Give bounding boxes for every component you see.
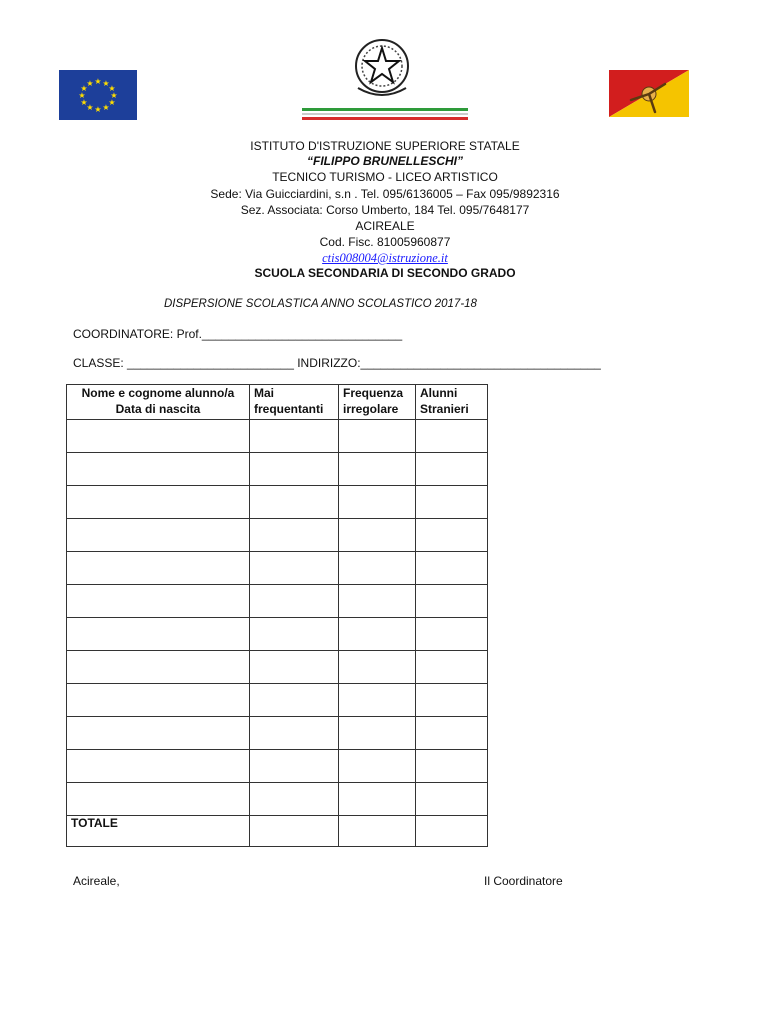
svg-text:★: ★ (102, 103, 110, 112)
coordinatore-field: COORDINATORE: Prof.______________________________ (73, 327, 403, 341)
table-cell[interactable] (250, 618, 339, 651)
table-cell[interactable] (416, 486, 488, 519)
svg-text:★: ★ (110, 91, 118, 100)
table-cell[interactable] (416, 783, 488, 816)
table-cell[interactable] (250, 651, 339, 684)
italian-republic-emblem-logo (348, 36, 416, 102)
header-foreign (416, 385, 488, 420)
svg-text:★: ★ (108, 84, 116, 93)
table-row (67, 486, 488, 519)
students-table (66, 384, 488, 847)
table-cell[interactable] (250, 486, 339, 519)
table-cell[interactable] (250, 783, 339, 816)
header-never-attending-label: Mai (254, 386, 275, 400)
table-row (67, 453, 488, 486)
table-cell[interactable] (67, 750, 250, 783)
table-row (67, 717, 488, 750)
table-cell[interactable] (339, 717, 416, 750)
main-address: Sede: Via Guicciardini, s.n . Tel. 095/6136005 – Fax 095/9892316 (210, 187, 560, 201)
table-cell[interactable] (416, 717, 488, 750)
table-cell[interactable] (67, 684, 250, 717)
table-cell[interactable] (67, 585, 250, 618)
school-name: “FILIPPO BRUNELLESCHI” (306, 154, 463, 168)
header-irregular (339, 385, 416, 420)
svg-text:★: ★ (108, 98, 116, 107)
table-cell[interactable] (67, 420, 250, 453)
branch-address: Sez. Associata: Corso Umberto, 184 Tel. 095/7648177 (240, 203, 530, 217)
sicily-flag-logo (609, 70, 689, 117)
table-cell[interactable] (339, 651, 416, 684)
city: ACIREALE (355, 219, 415, 233)
school-level: SCUOLA SECONDARIA DI SECONDO GRADO (254, 266, 516, 280)
svg-text:★: ★ (94, 105, 102, 114)
table-row (67, 552, 488, 585)
table-cell[interactable] (250, 453, 339, 486)
total-cell[interactable] (339, 816, 416, 847)
table-cell[interactable] (416, 684, 488, 717)
table-cell[interactable] (339, 750, 416, 783)
svg-text:★: ★ (80, 98, 88, 107)
table-cell[interactable] (67, 618, 250, 651)
header-never-attending-sub: frequentanti (254, 402, 324, 416)
total-cell[interactable] (250, 816, 339, 847)
table-cell[interactable] (67, 453, 250, 486)
table-cell[interactable] (339, 684, 416, 717)
total-label: TOTALE (67, 816, 250, 847)
classe-indirizzo-field: CLASSE: _________________________ INDIRIZZO:____________________________________ (73, 356, 601, 370)
table-cell[interactable] (416, 453, 488, 486)
table-cell[interactable] (67, 486, 250, 519)
table-cell[interactable] (416, 618, 488, 651)
table-cell[interactable] (339, 783, 416, 816)
header-irregular-sub: irregolare (343, 402, 399, 416)
table-row (67, 585, 488, 618)
table-cell[interactable] (339, 453, 416, 486)
header-birthdate-label: Data di nascita (115, 402, 201, 416)
table-cell[interactable] (416, 552, 488, 585)
svg-text:★: ★ (86, 79, 94, 88)
coordinator-signature: Il Coordinatore (484, 874, 563, 888)
table-row (67, 651, 488, 684)
table-cell[interactable] (339, 519, 416, 552)
table-cell[interactable] (67, 651, 250, 684)
table-row (67, 618, 488, 651)
header-never-attending (250, 385, 339, 420)
table-row (67, 684, 488, 717)
table-row (67, 750, 488, 783)
svg-text:★: ★ (86, 103, 94, 112)
header-name-label: Nome e cognome alunno/a (81, 386, 235, 400)
table-cell[interactable] (339, 618, 416, 651)
table-cell[interactable] (416, 585, 488, 618)
header-foreign-label: Alunni (420, 386, 458, 400)
svg-text:★: ★ (102, 79, 110, 88)
table-cell[interactable] (416, 519, 488, 552)
table-cell[interactable] (67, 552, 250, 585)
tricolore-divider (302, 107, 468, 119)
svg-text:★: ★ (80, 84, 88, 93)
table-cell[interactable] (250, 717, 339, 750)
header-irregular-label: Frequenza (343, 386, 404, 400)
table-cell[interactable] (416, 420, 488, 453)
table-cell[interactable] (67, 519, 250, 552)
table-cell[interactable] (339, 585, 416, 618)
table-row (67, 783, 488, 816)
tax-code: Cod. Fisc. 81005960877 (319, 235, 451, 249)
svg-text:★: ★ (94, 77, 102, 86)
school-type: TECNICO TURISMO - LICEO ARTISTICO (272, 170, 498, 184)
table-cell[interactable] (416, 750, 488, 783)
eu-flag-logo (59, 70, 137, 120)
header-name (67, 385, 250, 420)
total-row (67, 816, 488, 847)
place-date: Acireale, (73, 874, 120, 888)
total-cell[interactable] (416, 816, 488, 847)
table-cell[interactable] (67, 717, 250, 750)
email-link[interactable]: ctis008004@istruzione.it (322, 251, 448, 265)
table-row (67, 420, 488, 453)
table-row (67, 519, 488, 552)
table-cell[interactable] (250, 684, 339, 717)
table-cell[interactable] (250, 420, 339, 453)
table-cell[interactable] (339, 552, 416, 585)
table-cell[interactable] (339, 420, 416, 453)
table-cell[interactable] (250, 585, 339, 618)
table-header-row (67, 385, 488, 420)
table-cell[interactable] (416, 651, 488, 684)
table-cell[interactable] (250, 750, 339, 783)
table-cell[interactable] (250, 519, 339, 552)
table-cell[interactable] (339, 486, 416, 519)
institute-name: ISTITUTO D'ISTRUZIONE SUPERIORE STATALE (250, 139, 520, 153)
table-cell[interactable] (250, 552, 339, 585)
form-title: DISPERSIONE SCOLASTICA ANNO SCOLASTICO 2017-18 (164, 298, 477, 310)
svg-text:★: ★ (78, 91, 86, 100)
table-cell[interactable] (67, 783, 250, 816)
header-foreign-sub: Stranieri (420, 402, 469, 416)
